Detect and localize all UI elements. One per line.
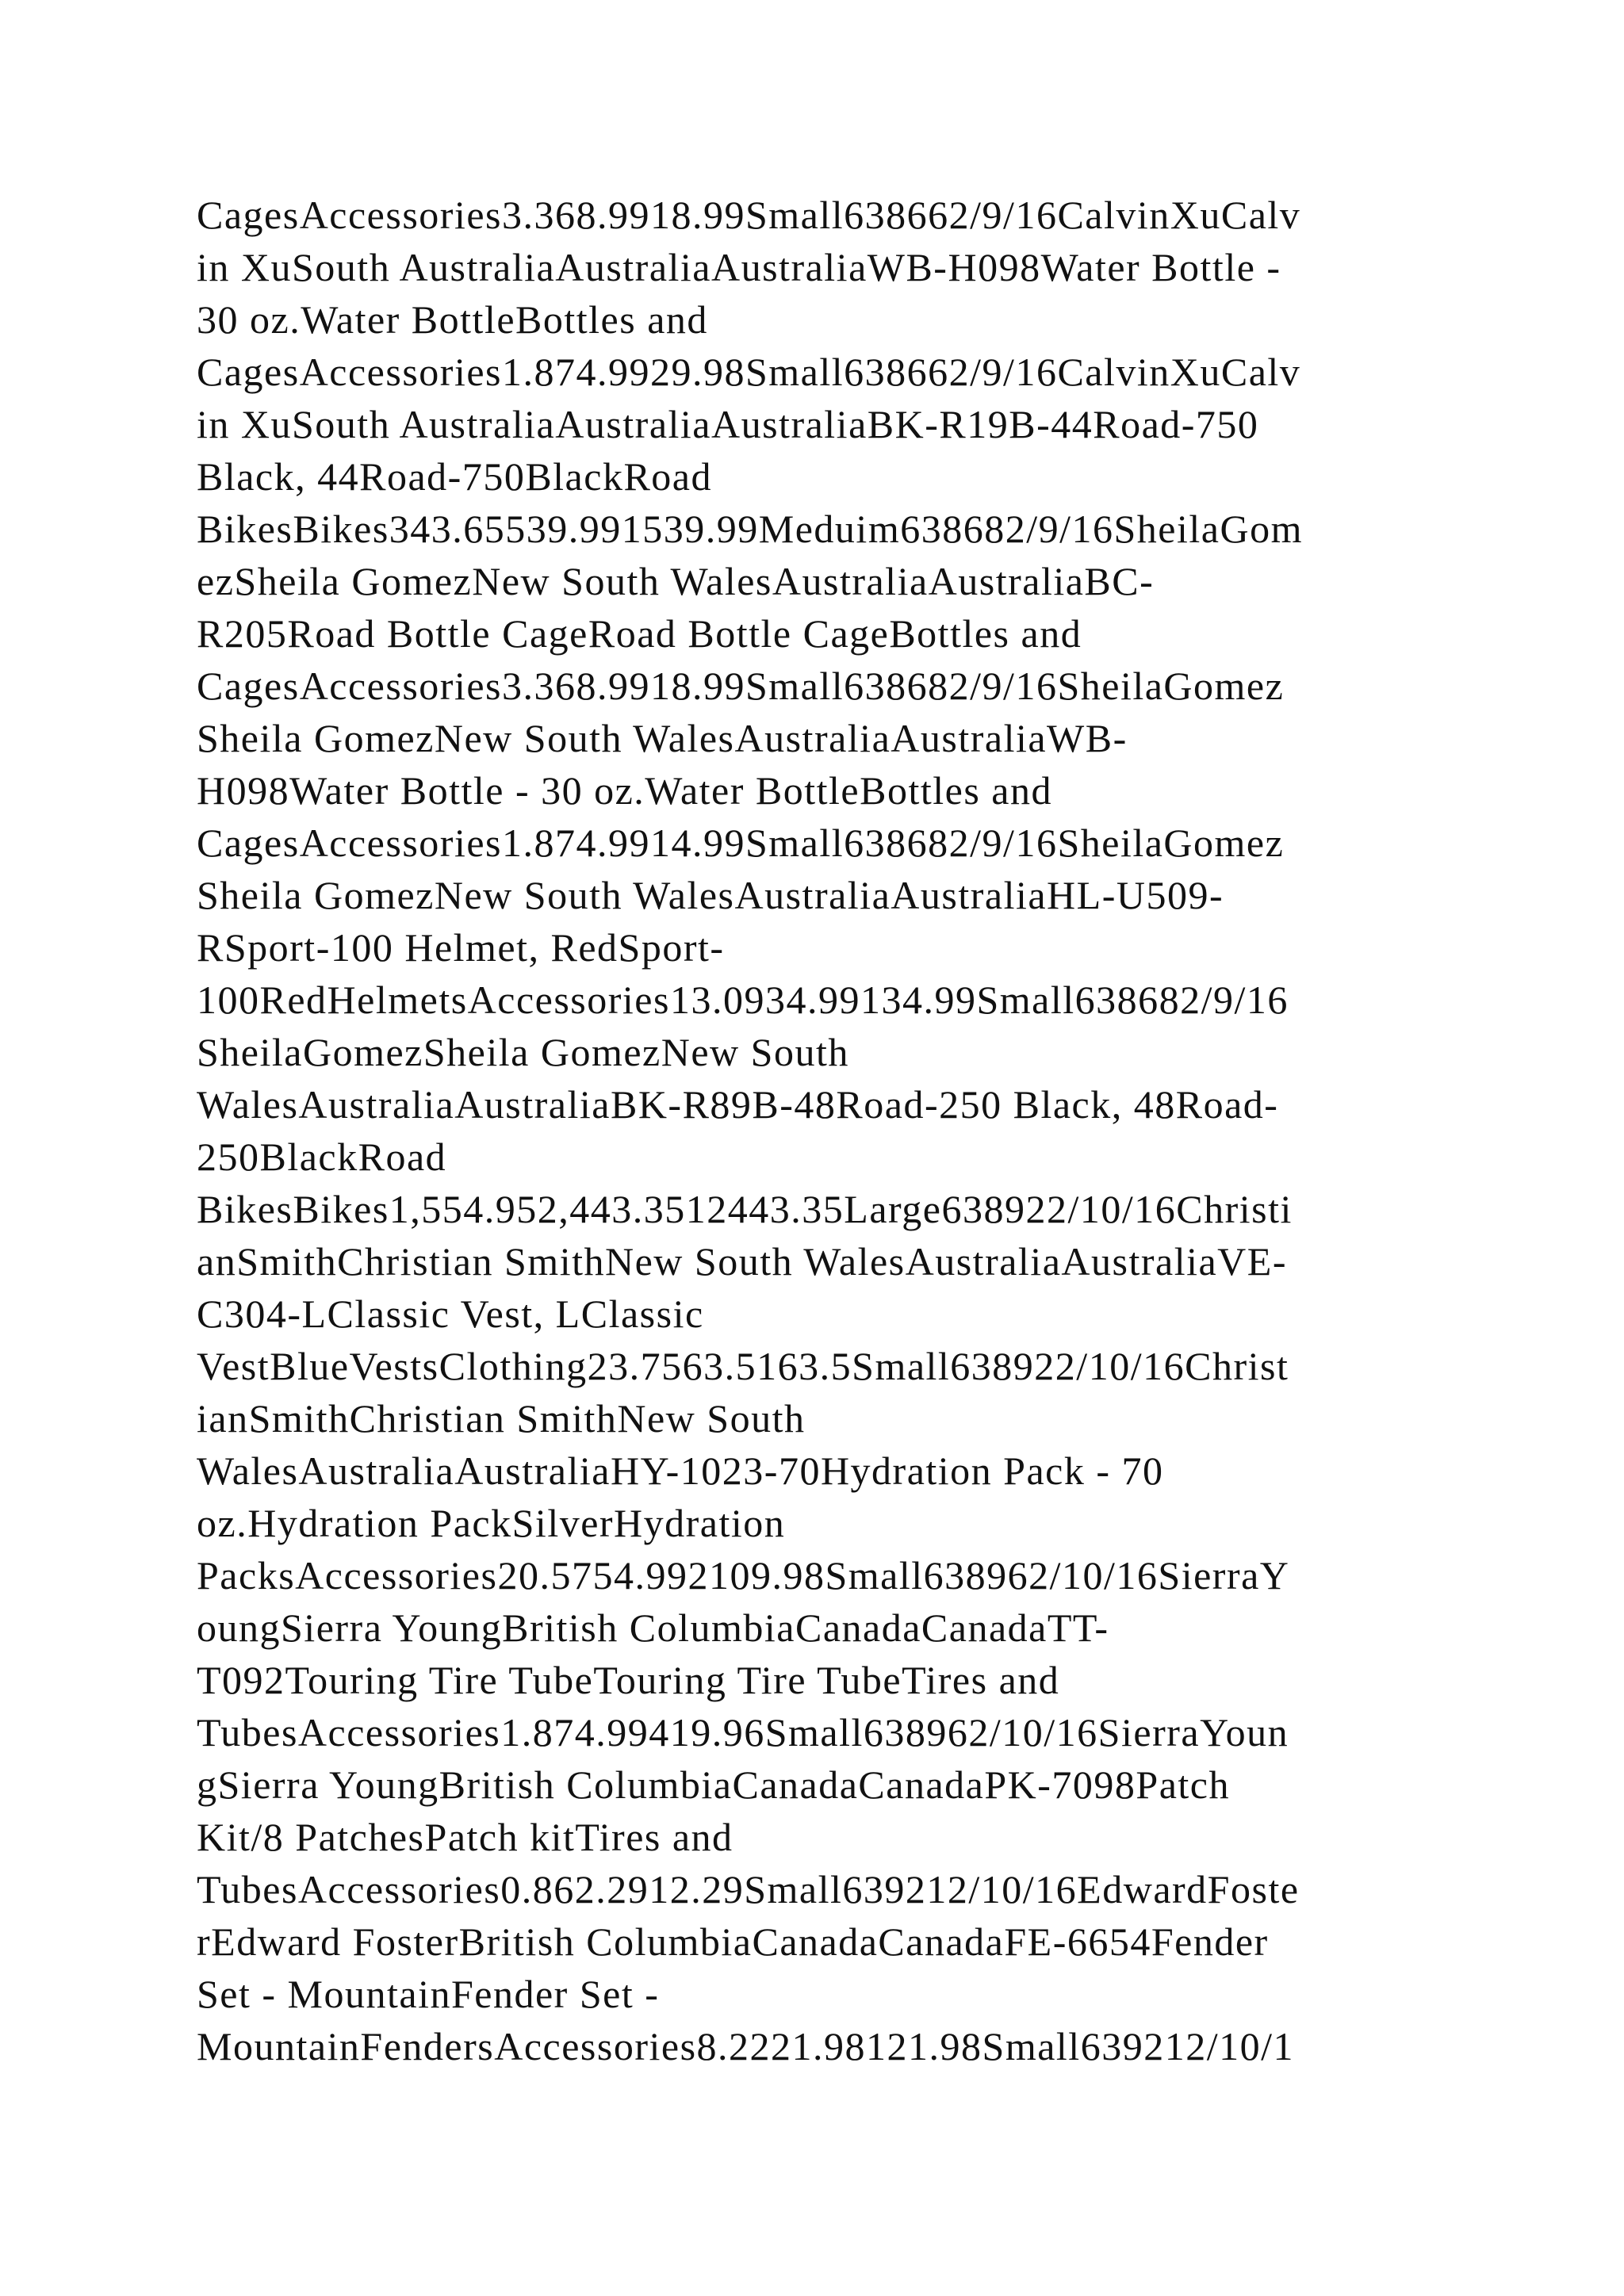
text-line: H098Water Bottle - 30 oz.Water BottleBottles and <box>197 768 1052 813</box>
text-line: CagesAccessories3.368.9918.99Small638682/9/16SheilaGomez <box>197 664 1285 708</box>
document-body-text <box>197 189 1434 2072</box>
text-line: T092Touring Tire TubeTouring Tire TubeTires and <box>197 1658 1060 1702</box>
text-line: in XuSouth AustraliaAustraliaAustraliaBK-R19B-44Road-750 <box>197 402 1259 446</box>
text-line: oungSierra YoungBritish ColumbiaCanadaCanadaTT- <box>197 1605 1109 1650</box>
text-line: Set - MountainFender Set - <box>197 1972 660 2016</box>
text-line: WalesAustraliaAustraliaBK-R89B-48Road-250 Black, 48Road- <box>197 1082 1279 1127</box>
text-line: C304-LClassic Vest, LClassic <box>197 1292 704 1336</box>
text-line: BikesBikes1,554.952,443.3512443.35Large638922/10/16Christi <box>197 1187 1293 1231</box>
text-line: TubesAccessories1.874.99419.96Small638962/10/16SierraYoun <box>197 1710 1289 1755</box>
text-line: R205Road Bottle CageRoad Bottle CageBottles and <box>197 611 1082 656</box>
text-line: MountainFendersAccessories8.2221.98121.98Small639212/10/1 <box>197 2024 1294 2068</box>
text-line: 250BlackRoad <box>197 1135 447 1179</box>
text-line: oz.Hydration PackSilverHydration <box>197 1501 786 1545</box>
text-line: VestBlueVestsClothing23.7563.5163.5Small638922/10/16Christ <box>197 1344 1289 1388</box>
text-line: Sheila GomezNew South WalesAustraliaAustraliaHL-U509- <box>197 873 1224 917</box>
text-line: PacksAccessories20.5754.992109.98Small638962/10/16SierraY <box>197 1553 1290 1598</box>
text-line: 100RedHelmetsAccessories13.0934.99134.99Small638682/9/16 <box>197 978 1289 1022</box>
text-line: 30 oz.Water BottleBottles and <box>197 297 708 342</box>
text-line: Kit/8 PatchesPatch kitTires and <box>197 1815 733 1859</box>
text-line: CagesAccessories1.874.9914.99Small638682/9/16SheilaGomez <box>197 821 1285 865</box>
text-line: SheilaGomezSheila GomezNew South <box>197 1030 849 1074</box>
text-line: ezSheila GomezNew South WalesAustraliaAustraliaBC- <box>197 559 1155 603</box>
text-line: CagesAccessories1.874.9929.98Small638662/9/16CalvinXuCalv <box>197 350 1301 394</box>
text-line: gSierra YoungBritish ColumbiaCanadaCanadaPK-7098Patch <box>197 1762 1230 1807</box>
text-line: in XuSouth AustraliaAustraliaAustraliaWB-H098Water Bottle - <box>197 245 1281 289</box>
text-line: rEdward FosterBritish ColumbiaCanadaCanadaFE-6654Fender <box>197 1919 1269 1964</box>
text-line: RSport-100 Helmet, RedSport- <box>197 925 725 970</box>
text-line: WalesAustraliaAustraliaHY-1023-70Hydration Pack - 70 <box>197 1448 1164 1493</box>
text-line: Black, 44Road-750BlackRoad <box>197 454 712 499</box>
text-line: Sheila GomezNew South WalesAustraliaAustraliaWB- <box>197 716 1128 760</box>
text-line: ianSmithChristian SmithNew South <box>197 1396 806 1441</box>
text-line: TubesAccessories0.862.2912.29Small639212/10/16EdwardFoste <box>197 1867 1300 1911</box>
text-line: BikesBikes343.65539.991539.99Meduim638682/9/16SheilaGom <box>197 507 1303 551</box>
text-line: CagesAccessories3.368.9918.99Small638662/9/16CalvinXuCalv <box>197 193 1301 237</box>
text-line: anSmithChristian SmithNew South WalesAustraliaAustraliaVE- <box>197 1239 1287 1284</box>
